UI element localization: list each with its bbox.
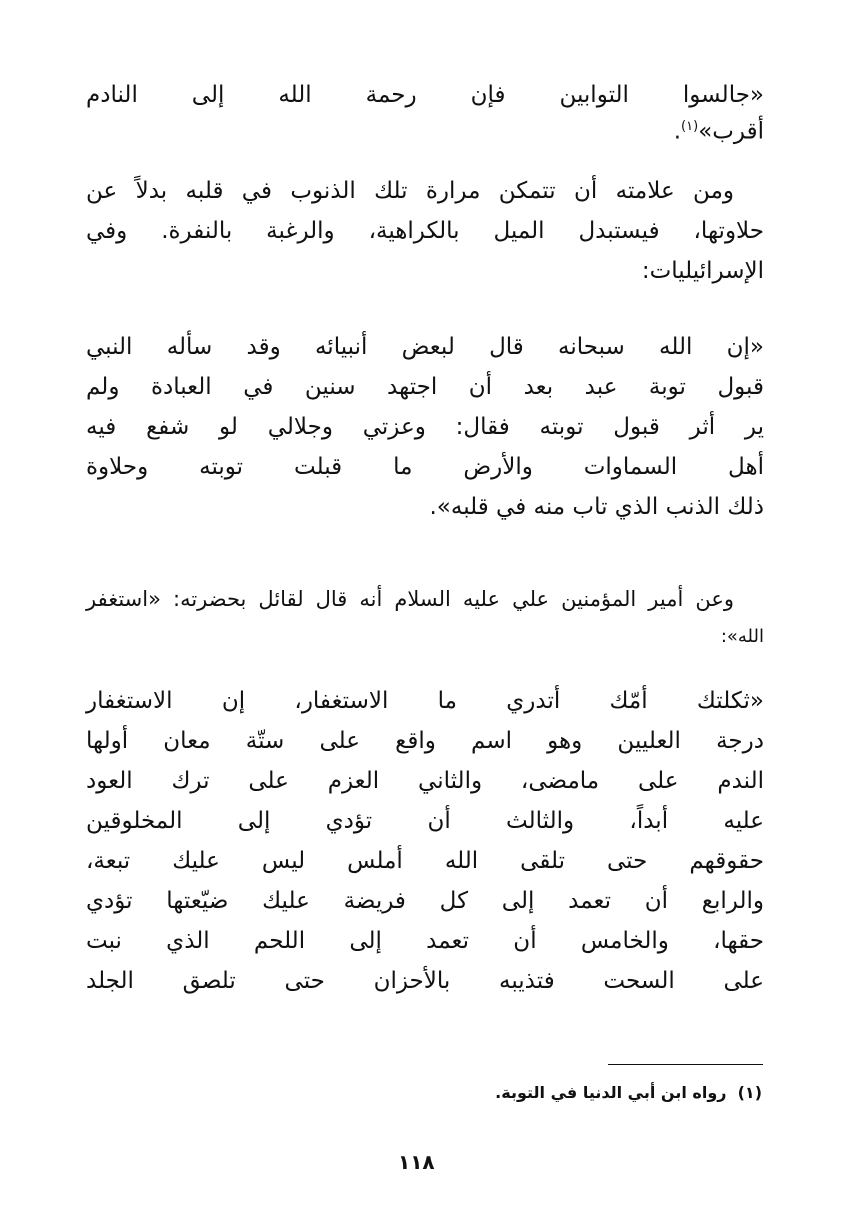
text-line: أهل السماوات والأرض ما قبلت توبته وحلاوة [86, 454, 764, 480]
text-line: الله»: [720, 626, 764, 647]
text-segment: أقرب» [698, 118, 764, 145]
footnote [495, 1080, 762, 1106]
text-line: حقها، والخامس أن تعمد إلى اللحم الذي نبت [86, 928, 764, 954]
text-line: ير أثر قبول توبته فقال: وعزتي وجلالي لو شفع فيه [86, 414, 764, 440]
text-line: وعن أمير المؤمنين علي عليه السلام أنه قال لقائل بحضرته: «استغفر [86, 587, 734, 611]
page-number: ١١٨ [398, 1150, 435, 1174]
text-line: ومن علامته أن تتمكن مرارة تلك الذنوب في قلبه بدلاً عن [86, 178, 734, 204]
text-line: قبول توبة عبد بعد أن اجتهد سنين في العبادة ولم [86, 374, 764, 400]
text-line: على السحت فتذيبه بالأحزان حتى تلصق الجلد [86, 968, 764, 994]
footnote-divider [608, 1064, 763, 1065]
text-line: والرابع أن تعمد إلى كل فريضة عليك ضيّعتها تؤدي [86, 888, 764, 914]
text-line: حقوقهم حتى تلقى الله أملس ليس عليك تبعة، [86, 848, 764, 874]
text-line: درجة العليين وهو اسم واقع على ستّة معان أولها [86, 728, 764, 754]
text-line [86, 110, 764, 149]
text-line: «إن الله سبحانه قال لبعض أنبيائه وقد سأله النبي [86, 334, 764, 360]
footnote-marker: (١) [737, 1083, 762, 1102]
text-line: الإسرائيليات: [641, 258, 764, 284]
text-line: عليه أبداً، والثالث أن تؤدي إلى المخلوقين [86, 808, 764, 834]
text-line: «جالسوا التوابين فإن رحمة الله إلى النادم [86, 82, 764, 108]
text-line: حلاوتها، فيستبدل الميل بالكراهية، والرغبة بالنفرة. وفي [86, 218, 764, 244]
footnote-text: رواه ابن أبي الدنيا في التوبة. [495, 1083, 727, 1102]
text-line: الندم على مامضى، والثاني العزم على ترك العود [86, 768, 764, 794]
text-line: ذلك الذنب الذي تاب منه في قلبه». [429, 494, 764, 520]
text-segment: . [673, 118, 682, 145]
footnote-ref[interactable]: (١) [681, 119, 699, 134]
text-line: «ثكلتك أمّك أتدري ما الاستغفار، إن الاستغفار [86, 688, 764, 714]
